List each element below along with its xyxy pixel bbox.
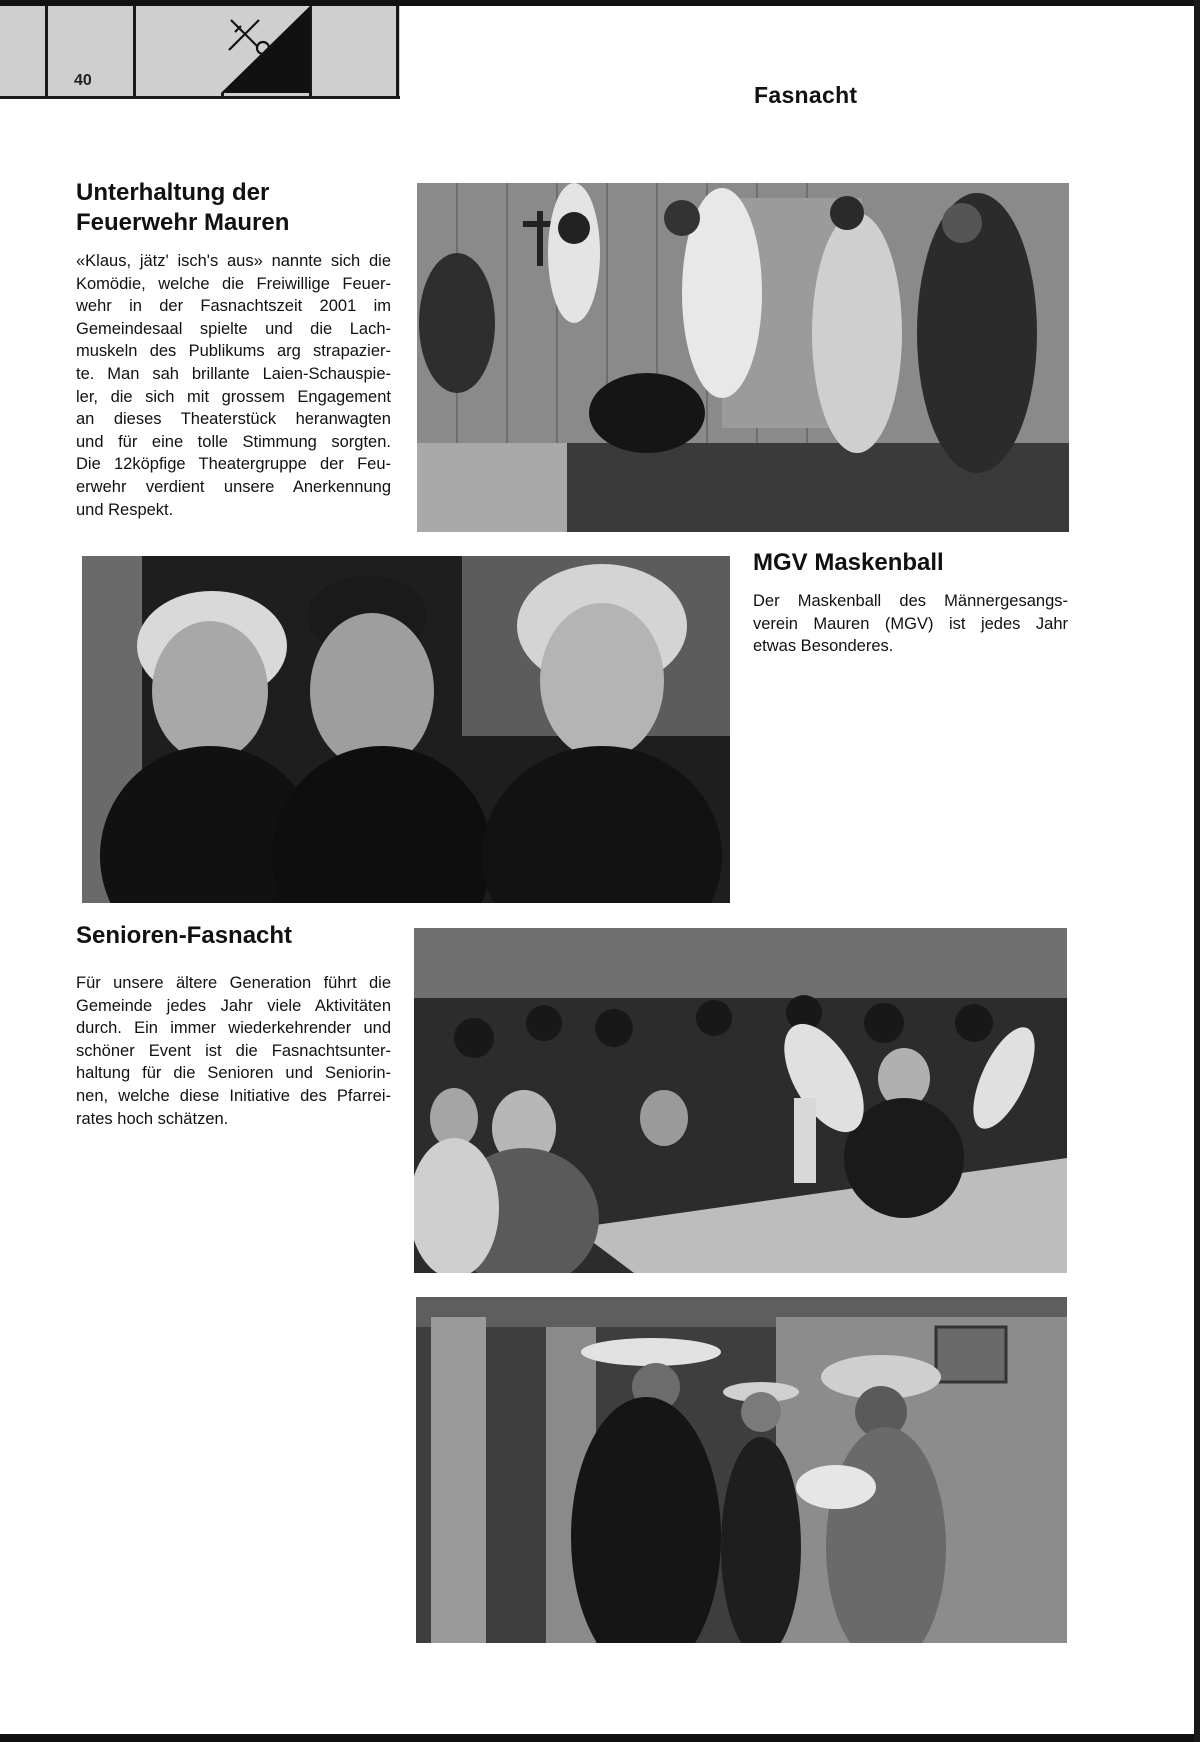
text-line: durch. Ein immer wiederkehrender und bbox=[76, 1019, 391, 1038]
mgv-body-text bbox=[753, 590, 1068, 658]
tab-divider bbox=[45, 6, 48, 96]
photo-senioren-fasnacht bbox=[414, 928, 1067, 1273]
text-line: und Respekt. bbox=[76, 500, 174, 519]
text-line: verein Mauren (MGV) ist jedes Jahr bbox=[753, 614, 1068, 633]
crossed-tools-emblem-icon bbox=[221, 6, 310, 93]
text-line: etwas Besonderes. bbox=[753, 637, 894, 656]
text-line: und für eine tolle Stimmung sorgten. bbox=[76, 432, 391, 451]
tab-divider bbox=[133, 6, 136, 96]
heading-line: Feuerwehr Mauren bbox=[76, 209, 290, 236]
text-line: schöner Event ist die Fasnachtsunter- bbox=[76, 1041, 391, 1060]
section-heading-mgv: MGV Maskenball bbox=[753, 549, 944, 576]
text-line: Gemeinde jedes Jahr viele Aktivitäten bbox=[76, 996, 391, 1015]
text-line: an dieses Theaterstück heranwagten bbox=[76, 410, 391, 429]
text-line: rates hoch schätzen. bbox=[76, 1109, 229, 1128]
running-head: Fasnacht bbox=[754, 82, 858, 108]
heading-line: Unterhaltung der bbox=[76, 179, 270, 206]
page-number: 40 bbox=[74, 72, 92, 89]
text-line: muskeln des Publikums arg strapazier- bbox=[76, 342, 391, 361]
header-tab-strip bbox=[0, 6, 400, 96]
text-line: ler, die sich mit grossem Engagement bbox=[76, 387, 391, 406]
text-line: wehr in der Fasnachtszeit 2001 im bbox=[76, 297, 391, 316]
photo-cowboy-costumes bbox=[416, 1297, 1067, 1643]
section-heading-senioren: Senioren-Fasnacht bbox=[76, 922, 293, 949]
text-line: Gemeindesaal spielte und die Lach- bbox=[76, 319, 391, 338]
text-line: erwehr verdient unsere Anerkennung bbox=[76, 477, 391, 496]
bottom-border bbox=[0, 1734, 1200, 1742]
tab-divider bbox=[396, 6, 399, 96]
feuerwehr-body-text bbox=[76, 250, 391, 521]
text-line: Komödie, welche die Freiwillige Feuer- bbox=[76, 274, 391, 293]
photo-theatre-play bbox=[417, 183, 1069, 532]
text-line: nen, welche diese Initiative des Pfarrei- bbox=[76, 1086, 391, 1105]
text-line: Die 12köpfige Theatergruppe der Feu- bbox=[76, 455, 391, 474]
tab-underline bbox=[0, 96, 400, 99]
photo-mgv-maskenball bbox=[82, 556, 730, 903]
text-line: Der Maskenball des Männergesangs- bbox=[753, 592, 1068, 610]
section-heading-feuerwehr bbox=[76, 178, 289, 238]
text-line: Für unsere ältere Generation führt die bbox=[76, 974, 391, 992]
senioren-body-text bbox=[76, 972, 391, 1130]
right-border bbox=[1194, 0, 1200, 1742]
text-line: «Klaus, jätz' isch's aus» nannte sich die bbox=[76, 252, 391, 270]
text-line: te. Man sah brillante Laien-Schauspie- bbox=[76, 364, 391, 383]
text-line: haltung für die Senioren und Seniorin- bbox=[76, 1064, 391, 1083]
